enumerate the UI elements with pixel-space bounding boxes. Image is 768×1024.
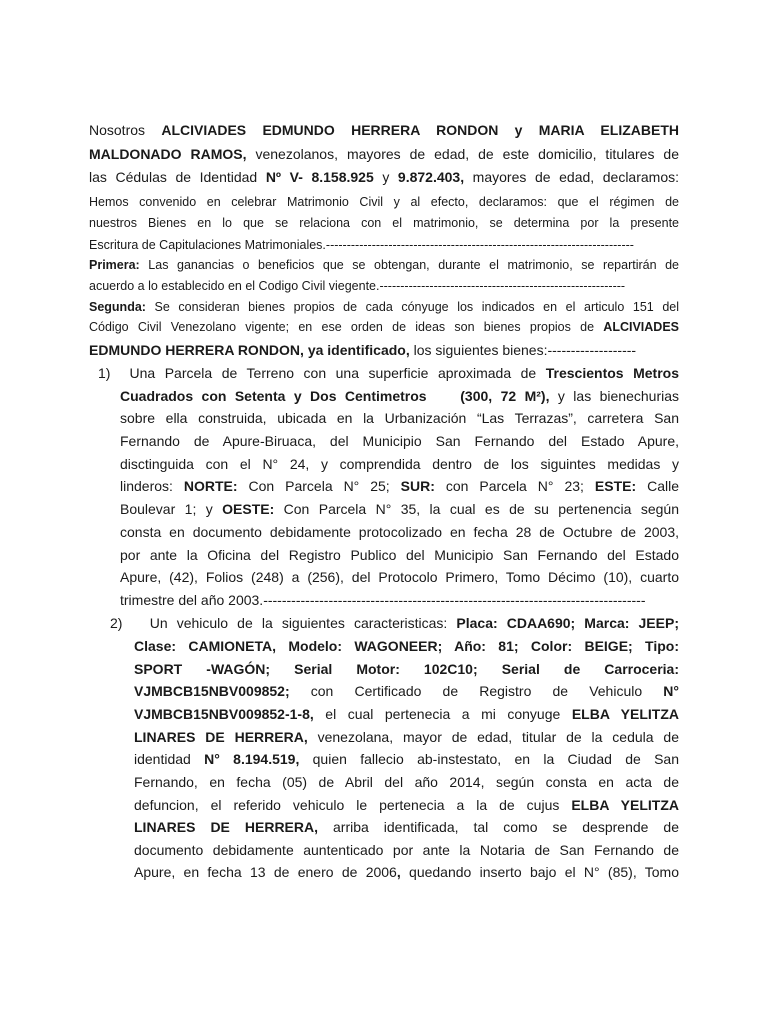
text-line [134,637,679,655]
text-run: Las ganancias o beneficios que se obtengan, durante el matrimonio, se repartirán de [139,258,679,272]
text-line [134,750,679,768]
text-run: y las bienechurias [549,388,680,404]
bold-text: SPORT -WAGÓN; Serial Motor: 102C10; Serial de Carroceria: [134,661,679,677]
bold-text: LINARES DE HERRERA, [134,819,318,835]
text-line [134,863,679,881]
text-run: Fernando de Apure-Biruaca, del Municipio San Fernando del Estado Apure, [120,433,679,449]
text-run: acuerdo a lo establecido en el Codigo Civil viegente.----------------------------------------------------------- [89,279,626,293]
text-line [89,341,679,359]
text-line [120,455,679,473]
text-run: Apure, en fecha 13 de enero de 2006 [134,864,397,880]
text-line [120,591,679,609]
text-run: consta en documento debidamente protocolizado en fecha 28 de Octubre de 2003, [120,524,679,540]
text-line [120,432,679,450]
text-run: mayores de edad, declaramos: [464,169,680,185]
text-line [120,409,679,427]
text-run: con Certificado de Registro de Vehiculo [289,683,664,699]
text-run: Fernando, en fecha (05) de Abril del año 2014, según consta en acta de [134,774,679,790]
text-line [134,705,679,723]
text-run: los siguientes bienes:------------------- [409,342,637,358]
bold-text: , [396,864,401,880]
text-line [89,168,679,186]
bold-text: VJMBCB15NBV009852-1-8, [134,706,314,722]
text-run: quedando inserto bajo el N° (85), Tomo [400,864,679,880]
bold-text: ALCIVIADES EDMUNDO HERRERA RONDON y MARIA ELIZABETH [161,122,679,138]
text-run: defuncion, el referido vehiculo le pertenecia a la de cujus [134,797,572,813]
bold-text: OESTE: [222,501,275,517]
text-line [120,523,679,541]
text-run: las Cédulas de Identidad [89,169,266,185]
bold-text: Placa: CDAA690; Marca: JEEP; [456,615,679,631]
text-line [134,841,679,859]
bold-text: ESTE: [594,478,637,494]
text-line [89,298,679,316]
bold-text: Segunda: [89,300,146,314]
text-line [89,193,679,211]
text-run: Con Parcela N° 25; [237,478,401,494]
bold-text: 9.872.403, [397,169,465,185]
text-line [120,477,679,495]
bold-text: ELBA YELITZA [571,706,679,722]
text-line [134,796,679,814]
bold-text: ELBA YELITZA [571,797,679,813]
text-line [120,387,679,405]
bold-text: SUR: [400,478,435,494]
text-run: Nosotros [89,122,162,138]
bold-text: ALCIVIADES [603,320,679,334]
bold-text: VJMBCB15NBV009852; [134,683,290,699]
text-line [89,318,679,336]
text-line [89,145,679,163]
text-line [89,256,679,274]
text-run: Se consideran bienes propios de cada cónyuge los indicados en el articulo 151 del [145,300,679,314]
text-run: identidad [134,751,205,767]
text-run: trimestre del año 2003.---------------------------------------------------------------------------------- [120,592,646,608]
text-line [134,773,679,791]
text-run: y [373,169,398,185]
text-line [120,500,679,518]
text-run: quien fallecio ab-instestato, en la Ciudad de San [299,751,679,767]
text-run: nuestros Bienes en lo que se relaciona con el matrimonio, se determina por la presente [89,216,679,230]
text-line [110,614,679,632]
text-run: venezolana, mayor de edad, titular de la cedula de [307,729,679,745]
bold-text: NORTE: [183,478,238,494]
text-run: Hemos convenido en celebrar Matrimonio Civil y al efecto, declaramos: que el régimen de [89,195,679,209]
text-run: linderos: [120,478,184,494]
text-line [120,546,679,564]
text-line [120,568,679,586]
text-run: Calle [636,478,679,494]
text-run: con Parcela N° 23; [434,478,595,494]
text-run: documento debidamente auntenticado por ante la Notaria de San Fernando de [134,842,679,858]
text-line [134,728,679,746]
text-line [89,236,679,254]
text-line [89,277,679,295]
text-run: 1) Una Parcela de Terreno con una superficie aproximada de [98,365,546,381]
text-line [134,682,679,700]
text-run: sobre ella construida, ubicada en la Urbanización “Las Terrazas”, carretera San [120,410,679,426]
text-run: Apure, (42), Folios (248) a (256), del Protocolo Primero, Tomo Décimo (10), cuarto [120,569,679,585]
text-run: Escritura de Capitulaciones Matrimoniales.-------------------------------------------------------------------------- [89,238,634,252]
text-run: 2) Un vehiculo de la siguientes caracteristicas: [110,615,457,631]
bold-text: Trescientos Metros [545,365,679,381]
text-line [89,121,679,139]
bold-text: MALDONADO RAMOS, [89,146,247,162]
text-run: Código Civil Venezolano vigente; en ese orden de ideas son bienes propios de [89,320,604,334]
bold-text: N° 8.194.519, [204,751,300,767]
text-run: por ante la Oficina del Registro Publico del Municipio San Fernando del Estado [120,547,679,563]
bold-text: Cuadrados con Setenta y Dos Centimetros (300, 72 M²), [120,388,550,404]
text-line [134,818,679,836]
text-run: el cual pertenecia a mi conyuge [313,706,572,722]
bold-text: Clase: CAMIONETA, Modelo: WAGONEER; Año: 81; Color: BEIGE; Tipo: [134,638,679,654]
text-line [134,660,679,678]
text-run: disctinguida con el N° 24, y comprendida dentro de los siguintes medidas y [120,456,679,472]
bold-text: Nº V- 8.158.925 [265,169,374,185]
text-line [89,214,679,232]
bold-text: LINARES DE HERRERA, [134,729,308,745]
text-run: venezolanos, mayores de edad, de este domicilio, titulares de [246,146,679,162]
bold-text: Primera: [89,258,140,272]
bold-text: N° [663,683,679,699]
text-run: arriba identificada, tal como se desprende de [318,819,679,835]
text-line [98,364,679,382]
text-run: Boulevar 1; y [120,501,223,517]
text-run: Con Parcela N° 35, la cual es de su pertenencia según [274,501,679,517]
bold-text: EDMUNDO HERRERA RONDON, ya identificado, [89,342,410,358]
